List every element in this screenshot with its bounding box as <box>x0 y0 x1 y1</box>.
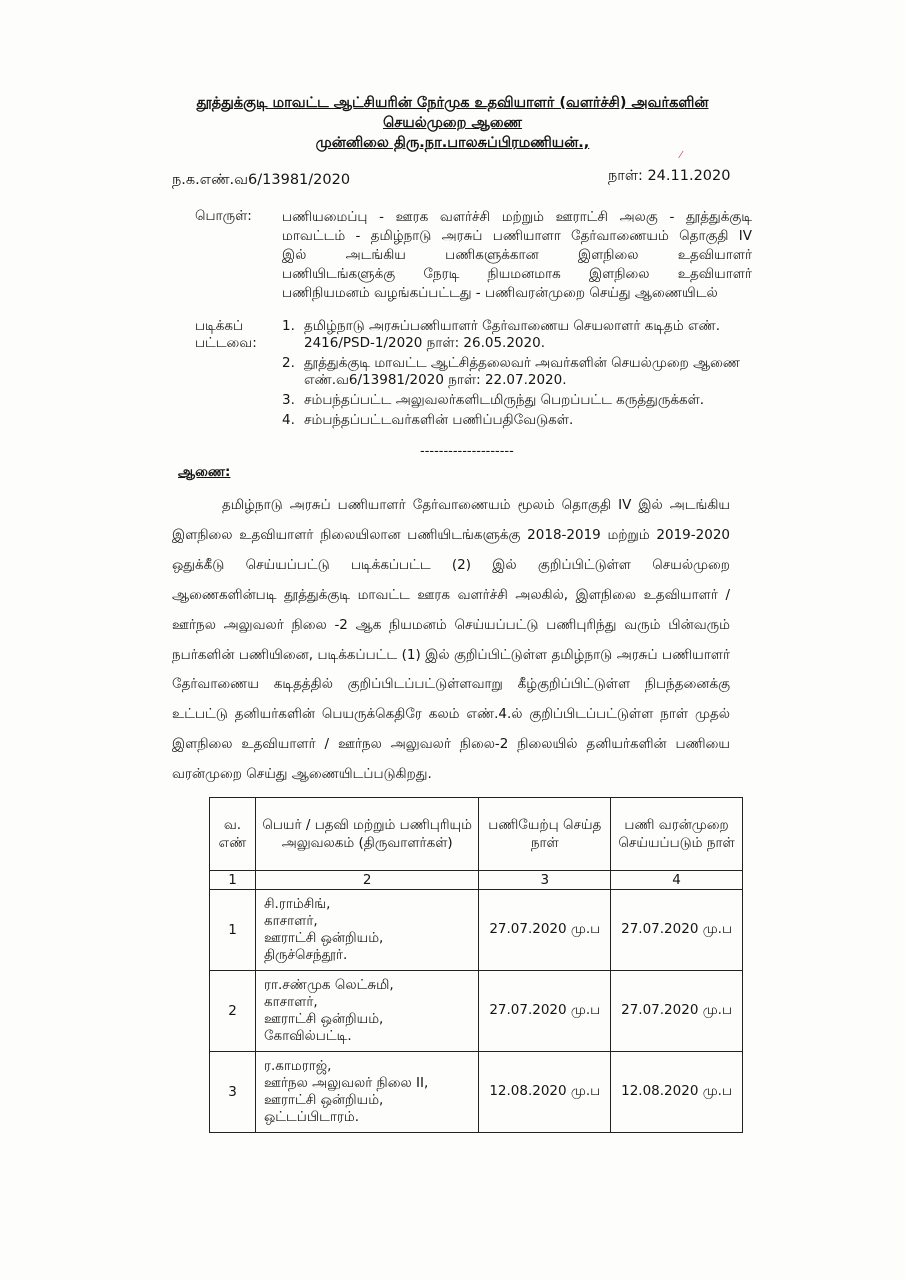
header-serial: வ. எண் <box>210 798 256 871</box>
col-number: 1 <box>210 871 256 890</box>
pen-mark: ⁄ <box>680 150 682 161</box>
references-label-line1: படிக்கப் <box>195 318 244 334</box>
row-regularised-date: 27.07.2020 மு.ப <box>611 971 743 1052</box>
row-joined-date: 27.07.2020 மு.ப <box>479 890 611 971</box>
reference-text: சம்பந்தப்பட்டவர்களின் பணிப்பதிவேடுகள். <box>304 412 574 428</box>
references-list <box>282 318 762 432</box>
name-line: ஊராட்சி ஒன்றியம், <box>263 1011 384 1027</box>
row-serial: 1 <box>210 890 256 971</box>
subject-line: மாவட்டம் - தமிழ்நாடு அரசுப் பணியாளா தேர்வாணையம் தொகுதி IV <box>282 228 752 244</box>
order-body: தமிழ்நாடு அரசுப் பணியாளர் தேர்வாணையம் மூலம் தொகுதி IV இல் அடங்கிய இளநிலை உதவியாளர் நிலையிலான பணியிடங்களுக்கு 2018-2019 மற்றும் 2019-2020 ஒதுக்கீடு செய்யப்பட்டு படிக்கப்பட்ட (2) இல் குறிப்பிட்டுள்ள செயல்முறை ஆணைகளின்படி தூத்துக்குடி மாவட்ட ஊரக வளர்ச்சி அலகில், இளநிலை உதவியாளர் / ஊர்நல அலுவலர் நிலை -2 ஆக நியமனம் செய்யப்பட்டு பணிபுரிந்து வரும் பின்வரும் நபர்களின் பணியினை, படிக்கப்பட்ட (1) இல் குறிப்பிட்டுள்ள தமிழ்நாடு அரசுப் பணியாளர் தேர்வாணைய கடிதத்தில் குறிப்பிடப்பட்டுள்ளவாறு கீழ்குறிப்பிட்டுள்ள நிபந்தனைக்கு உட்பட்டு தனியர்களின் பெயருக்கெதிரே கலம் எண்.4.ல் குறிப்பிடப்பட்டுள்ள நாள் முதல் இளநிலை உதவியாளர் / ஊர்நல அலுவலர் நிலை-2 நிலையில் தனியர்களின் பணியை வரன்முறை செய்து ஆணையிடப்படுகிறது. <box>172 497 730 783</box>
separator-line: -------------------- <box>420 444 514 459</box>
row-joined-date: 12.08.2020 மு.ப <box>479 1052 611 1133</box>
row-name <box>255 1052 478 1133</box>
subject-text <box>282 208 752 303</box>
order-label: ஆணை: <box>178 464 231 480</box>
name-line: கோவில்பட்டி. <box>263 1028 352 1044</box>
reference-text: தூத்துக்குடி மாவட்ட ஆட்சித்தலைவர் அவர்களின் செயல்முறை ஆணை எண்.வ6/13981/2020 நாள்: 22.07.2020. <box>304 355 741 388</box>
order-date: நாள்: 24.11.2020 <box>608 168 731 184</box>
header-joined: பணியேற்பு செய்த நாள் <box>479 798 611 871</box>
reference-item <box>282 392 762 409</box>
reference-item <box>282 412 762 429</box>
name-line: ஊர்நல அலுவலர் நிலை II, <box>263 1075 429 1091</box>
reference-text: தமிழ்நாடு அரசுப்பணியாளர் தேர்வாணைய செயலாளர் கடிதம் எண். 2416/PSD-1/2020 நாள்: 26.05.2020. <box>304 318 721 351</box>
header-regularised: பணி வரன்முறை செய்யப்படும் நாள் <box>611 798 743 871</box>
reference-number-label: 1. <box>282 318 295 334</box>
subject-line: இல் அடங்கிய பணிகளுக்கான இளநிலை உதவியாளர் <box>282 247 752 263</box>
subject-label: பொருள்: <box>195 208 252 224</box>
table-row <box>210 890 743 971</box>
name-line: ரா.சண்முக லெட்சுமி, <box>263 977 394 993</box>
table-header-row <box>210 798 743 871</box>
reference-text: சம்பந்தப்பட்ட அலுவலர்களிடமிருந்து பெறப்பட்ட கருத்துருக்கள். <box>304 392 705 408</box>
name-line: சி.ராம்சிங், <box>263 896 331 912</box>
header-title-line2: செயல்முறை ஆணை <box>382 115 523 131</box>
name-line: திருச்செந்தூர். <box>263 947 348 963</box>
references-label-line2: பட்டவை: <box>195 335 257 351</box>
header-name: பெயர் / பதவி மற்றும் பணிபுரியும் அலுவலகம் (திருவாளர்கள்) <box>255 798 478 871</box>
name-line: காசாளர், <box>263 913 318 929</box>
reference-number-label: 2. <box>282 355 295 371</box>
row-name <box>255 890 478 971</box>
col-number: 4 <box>611 871 743 890</box>
name-line: ர.காமராஜ், <box>263 1058 332 1074</box>
subject-line: பணிநியமனம் வழங்கப்பட்டது - பணிவரன்முறை செய்து ஆணையிடல் <box>282 285 718 301</box>
col-number: 3 <box>479 871 611 890</box>
row-name <box>255 971 478 1052</box>
row-serial: 2 <box>210 971 256 1052</box>
reference-number-label: 4. <box>282 412 295 428</box>
col-number: 2 <box>255 871 478 890</box>
row-joined-date: 27.07.2020 மு.ப <box>479 971 611 1052</box>
table-row <box>210 971 743 1052</box>
name-line: ஒட்டப்பிடாரம். <box>263 1109 360 1125</box>
subject-line: பணியிடங்களுக்கு நேரடி நியமனமாக இளநிலை உதவியாளர் <box>282 266 752 282</box>
reference-number-label: 3. <box>282 392 295 408</box>
table-row <box>210 1052 743 1133</box>
reference-item <box>282 318 762 352</box>
regularisation-table <box>209 797 743 1133</box>
header-title-line1: தூத்துக்குடி மாவட்ட ஆட்சியரின் நேர்முக உதவியாளர் (வளர்ச்சி) அவர்களின் <box>196 95 709 111</box>
table-column-number-row <box>210 871 743 890</box>
reference-number: ந.க.எண்.வ6/13981/2020 <box>172 172 351 188</box>
reference-item <box>282 355 762 389</box>
row-serial: 3 <box>210 1052 256 1133</box>
row-regularised-date: 12.08.2020 மு.ப <box>611 1052 743 1133</box>
name-line: ஊராட்சி ஒன்றியம், <box>263 930 384 946</box>
name-line: ஊராட்சி ஒன்றியம், <box>263 1092 384 1108</box>
references-label <box>195 318 257 352</box>
row-regularised-date: 27.07.2020 மு.ப <box>611 890 743 971</box>
header-title-line3: முன்னிலை திரு.நா.பாலசுப்பிரமணியன்., <box>315 135 590 151</box>
subject-line: பணியமைப்பு - ஊரக வளர்ச்சி மற்றும் ஊராட்சி அலகு - தூத்துக்குடி <box>282 209 752 225</box>
name-line: காசாளர், <box>263 994 318 1010</box>
